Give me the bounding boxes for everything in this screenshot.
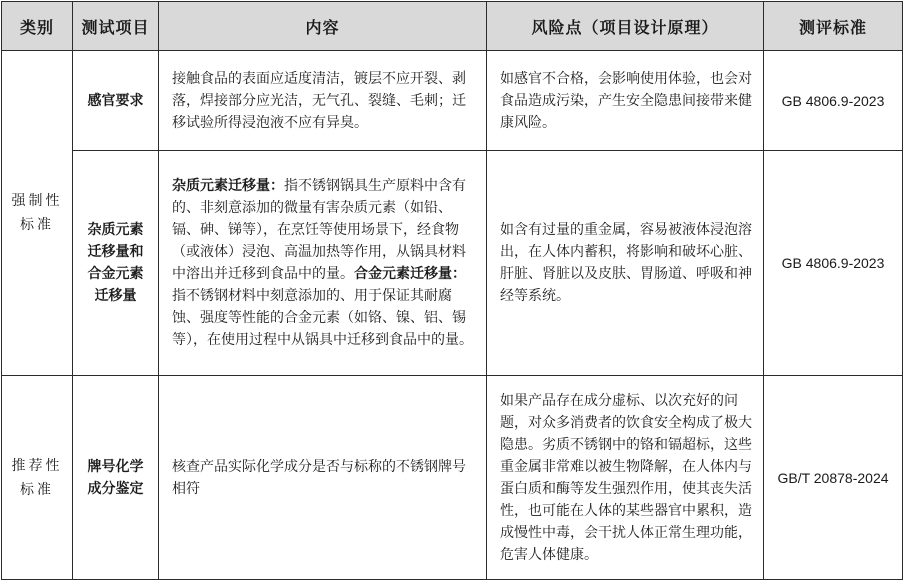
standard-cell: GB/T 20878-2024 <box>764 376 903 580</box>
risk-cell: 如果产品存在成分虚标、以次充好的问题，对众多消费者的饮食安全构成了极大隐患。劣质不锈钢中的铬和镉超标，这些重金属非常难以被生物降解，在人体内与蛋白质和酶等发生强烈作用，使其丧失活性，也可能在人体的某些器官中累积，造成慢性中毒，会干扰人体正常生理功能，危害人体健康。 <box>487 376 764 580</box>
standard-cell: GB 4806.9-2023 <box>764 151 903 376</box>
test-item: 牌号化学成分鉴定 <box>73 376 159 580</box>
header-risk: 风险点（项目设计原理） <box>487 2 764 51</box>
header-category: 类别 <box>2 2 73 51</box>
content-cell: 核查产品实际化学成分是否与标称的不锈钢牌号相符 <box>159 376 487 580</box>
header-content: 内容 <box>159 2 487 51</box>
header-row <box>2 2 903 51</box>
category-recommended: 推荐性标准 <box>2 376 73 580</box>
category-mandatory: 强制性标准 <box>2 51 73 376</box>
risk-cell: 如感官不合格，会影响使用体验，也会对食品造成污染，产生安全隐患间接带来健康风险。 <box>487 51 764 151</box>
header-item: 测试项目 <box>73 2 159 51</box>
content-cell: 接触食品的表面应适度清洁，镀层不应开裂、剥落，焊接部分应光洁，无气孔、裂缝、毛刺；迁移试验所得浸泡液不应有异臭。 <box>159 51 487 151</box>
content-cell <box>159 151 487 376</box>
table-row <box>2 151 903 376</box>
table-row <box>2 51 903 151</box>
header-standard: 测评标准 <box>764 2 903 51</box>
test-item: 感官要求 <box>73 51 159 151</box>
table-row <box>2 376 903 580</box>
content-b-text: 指不锈钢材料中刻意添加的、用于保证其耐腐蚀、强度等性能的合金元素（如铬、镍、铝、锡等），在使用过程中从锅具中迁移到食品中的量。 <box>172 288 473 348</box>
test-standards-table <box>1 1 903 580</box>
test-item: 杂质元素迁移量和合金元素迁移量 <box>73 151 159 376</box>
content-b-title: 合金元素迁移量： <box>354 266 466 282</box>
content-a-text: 指不锈钢锅具生产原料中含有的、非刻意添加的微量有害杂质元素（如铅、镉、砷、锑等），在烹饪等使用场景下，经食物（或液体）浸泡、高温加热等作用，从锅具材料中溶出并迁移到食品中的量。 <box>172 178 466 282</box>
content-a-title: 杂质元素迁移量： <box>172 178 284 194</box>
standard-cell: GB 4806.9-2023 <box>764 51 903 151</box>
risk-cell: 如含有过量的重金属，容易被液体浸泡溶出，在人体内蓄积，将影响和破坏心脏、肝脏、肾脏以及皮肤、胃肠道、呼吸和神经等系统。 <box>487 151 764 376</box>
